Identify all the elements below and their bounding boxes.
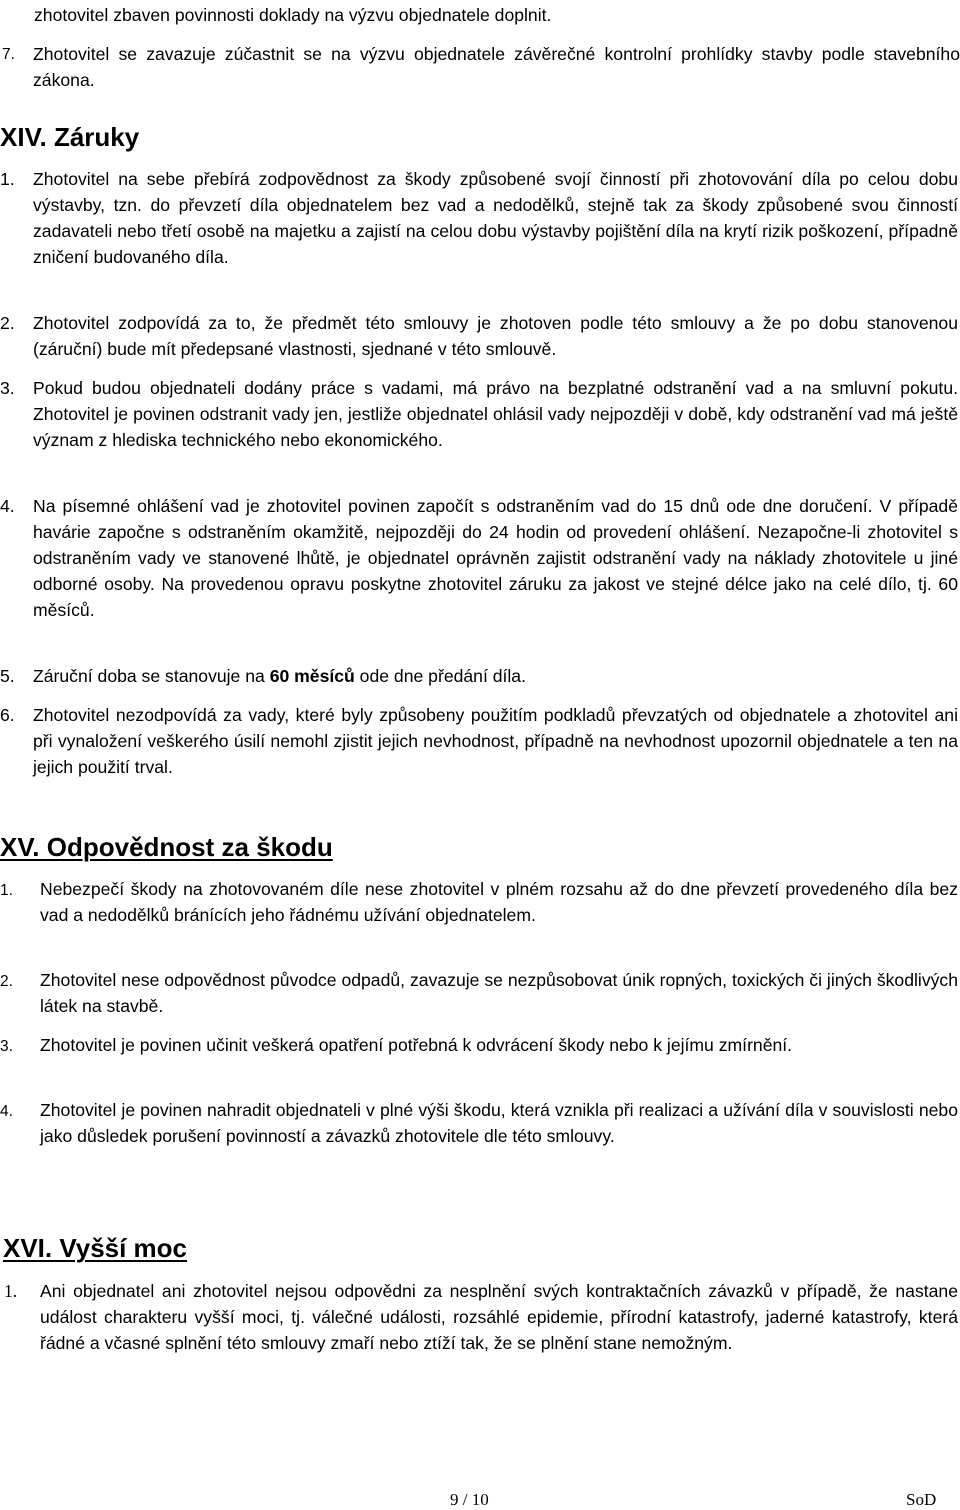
item-text: Zhotovitel je povinen nahradit objednateli v plné výši škodu, která vznikla při realizaci a užívání díla v souvislosti nebo jako důsledek porušení povinností a závazků zhotovitele dle této smlouvy. [40,1100,958,1146]
item-text: Zhotovitel nese odpovědnost původce odpadů, zavazuje se nezpůsobovat únik ropných, toxických či jiných škodlivých látek na stavbě. [40,970,958,1016]
page-number: 9 / 10 [450,1490,489,1509]
item-number: 1. [0,882,13,899]
xiv-item-2 [0,310,958,362]
item-number: 3. [0,378,15,398]
item-text: Ani objednatel ani zhotovitel nejsou odpovědni za nesplnění svých kontraktačních závazků v případě, že nastane událost charakteru vyšší moci, tj. válečné události, rozsáhlé epidemie, přírodní katastrofy, jaderné katastrofy, která řádné a včasné splnění této smlouvy zmaří nebo ztíží tak, že se plnění stane nemožným. [40,1281,958,1353]
item-number: 2. [0,973,13,990]
xiv-item-1 [0,166,958,270]
item-number: 2. [0,313,15,333]
item-text: Pokud budou objednateli dodány práce s vadami, má právo na bezplatné odstranění vad a na smluvní pokutu. Zhotovitel je povinen odstranit vady jen, jestliže objednatel ohlásil vady nejpozději v době, kdy odstranění vad má ještě význam z hlediska technického nebo ekonomického. [33,378,958,450]
item-text-bold: 60 měsíců [269,666,355,686]
item-text: Zhotovitel se zavazuje zúčastnit se na výzvu objednatele závěrečné kontrolní prohlídky stavby podle stavebního zákona. [33,44,960,90]
item-text [33,663,958,689]
item-text: Zhotovitel je povinen učinit veškerá opatření potřebná k odvrácení škody nebo k jejímu zmírnění. [40,1035,793,1055]
item-text-before: Záruční doba se stanovuje na [33,666,270,686]
xv-item-2 [0,967,958,1019]
section-heading-xvi: XVI. Vyšší moc [3,1233,188,1263]
item-number: 1. [4,1281,18,1301]
list-item-7 [2,41,960,93]
xiv-item-3 [0,375,958,453]
item-number: 4. [0,1103,13,1120]
xv-item-4 [0,1097,958,1149]
section-heading-xiv: XIV. Záruky [0,122,140,152]
item-text: Zhotovitel na sebe přebírá zodpovědnost za škody způsobené svojí činností při zhotovování díla po celou dobu výstavby, tzn. do převzetí díla objednatelem bez vad a nedodělků, stejně tak za škody způsobené svou činností zadavateli nebo třetí osobě na majetku a zajistí na celou dobu výstavby pojištění díla na krytí rizik poškození, případně zničení budovaného díla. [33,169,958,267]
xiv-item-4 [0,493,958,623]
item-number: 7. [2,46,15,63]
xv-item-3 [0,1032,958,1058]
item-number: 1. [0,169,15,189]
xvi-item-1 [4,1278,958,1356]
continuation-text: zhotovitel zbaven povinnosti doklady na výzvu objednatele doplnit. [34,5,552,25]
document-code: SoD [906,1490,937,1509]
paragraph-continuation [34,2,934,28]
item-text: Nebezpečí škody na zhotovovaném díle nese zhotovitel v plném rozsahu až do dne převzetí provedeného díla bez vad a nedodělků bránících jeho řádnému užívání objednatelem. [40,879,958,925]
xiv-item-6 [0,702,958,780]
item-number: 6. [0,705,15,725]
item-number: 3. [0,1038,13,1055]
item-text: Zhotovitel zodpovídá za to, že předmět této smlouvy je zhotoven podle této smlouvy a že po dobu stanovenou (záruční) bude mít předepsané vlastnosti, sjednané v této smlouvě. [33,313,958,359]
item-text: Zhotovitel nezodpovídá za vady, které byly způsobeny použitím podkladů převzatých od objednatele a zhotovitel ani při vynaložení veškerého úsilí nemohl zjistit jejich nevhodnost, případně na nevhodnost upozornil objednatele a ten na jejich použití trval. [33,705,958,777]
item-text-after: ode dne předání díla. [354,666,526,686]
item-text: Na písemné ohlášení vad je zhotovitel povinen započít s odstraněním vad do 15 dnů ode dne doručení. V případě havárie započne s odstraněním okamžitě, nejpozději do 24 hodin od provedení ohlášení. Nezapočne-li zhotovitel s odstraněním vady ve stanovené lhůtě, je objednatel oprávněn zajistit odstranění vady na náklady zhotovitele u jiné odborné osoby. Na provedenou opravu poskytne zhotovitel záruku za jakost ve stejné délce jako na celé dílo, tj. 60 měsíců. [33,496,958,620]
item-number: 5. [0,666,15,686]
xiv-item-5 [0,663,958,689]
xv-item-1 [0,876,958,928]
section-heading-xv: XV. Odpovědnost za škodu [0,832,333,862]
item-number: 4. [0,496,15,516]
